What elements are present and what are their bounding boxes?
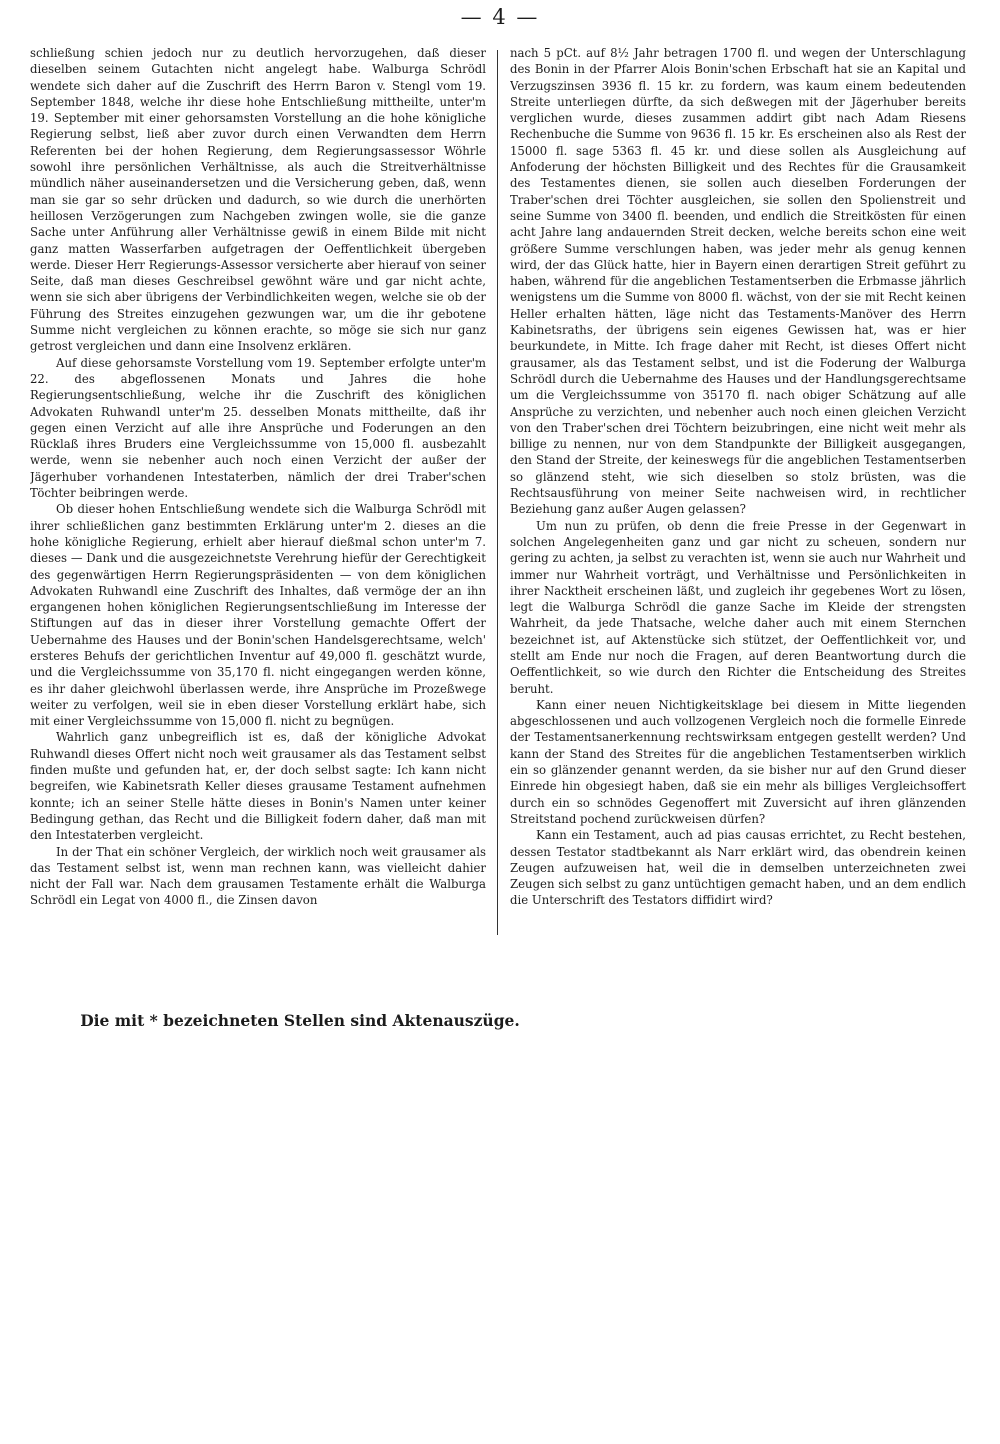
left-column bbox=[30, 45, 486, 945]
right-paragraph-2: Um nun zu prüfen, ob denn die freie Presse in der Gegenwart in solchen Angelegenheiten ganz und gar nicht zu scheuen, sondern nur gering zu achten, ja selbst zu verachten ist, wenn sie auch nur Wahrheit und immer nur Wahrheit vorträgt, und Verhältnisse und Persönlichkeiten in ihrer Nacktheit erscheinen läßt, und zugleich ihr gegebenes Wort zu lösen, legt die Walburga Schrödl die ganze Sache im Kleide der strengsten Wahrheit, da jede Thatsache, welche daher auch mit einem Sternchen bezeichnet ist, auf Aktenstücke sich stützet, der Oeffentlichkeit vor, und stellt am Ende nur noch die Fragen, auf deren Beantwortung durch die Oeffentlichkeit, so wie durch den Richter die Entscheidung des Streites beruht. bbox=[510, 518, 966, 696]
right-paragraph-4: Kann ein Testament, auch ad pias causas errichtet, zu Recht bestehen, dessen Testator stadtbekannt als Narr erklärt wird, das obendrein keinen Zeugen aufzuweisen hat, weil die in demselben unterzeichneten zwei Zeugen sich selbst zu ganz untüchtigen gemacht haben, und an dem endlich die Unterschrift des Testators diffidirt wird? bbox=[510, 828, 966, 908]
right-column bbox=[510, 45, 966, 945]
right-paragraph-3: Kann einer neuen Nichtigkeitsklage bei diesem in Mitte liegenden abgeschlossenen und auch vollzogenen Vergleich noch die formelle Einrede der Testamentsanerkennung rechtswirksam entgegen gestellt werden? Und kann der Stand des Streites für die angeblichen Testamentserben wirklich ein so glänzender genannt werden, da sie bisher nur auf den Grund dieser Einrede hin obgesiegt haben, daß sie ein mehr als billiges Vergleichsoffert durch ein so schnödes Gegenoffert mit Zuversicht auf ihren glänzenden Streitstand pochend zurückweisen dürfen? bbox=[510, 697, 966, 826]
left-paragraph-2: Auf diese gehorsamste Vorstellung vom 19. September erfolgte unter'm 22. des abgeflossenen Monats und Jahres die hohe Regierungsentschließung, welche ihr die Zuschrift des königlichen Advokaten Ruhwandl unter'm 25. desselben Monats mittheilte, daß ihr gegen einen Verzicht auf alle ihre Ansprüche und Foderungen an den Rücklaß ihres Bruders eine Vergleichssumme von 15,000 fl. ausbezahlt werde, wenn sie nebenher auch noch einen Verzicht der außer der Jägerhuber vorhandenen Intestaterben, nämlich der drei Traber'schen Töchter beibringen werde. bbox=[30, 355, 486, 501]
left-paragraph-1: schließung schien jedoch nur zu deutlich hervorzugehen, daß dieser dieselben seinem Gutachten nicht angelegt habe. Walburga Schrödl wendete sich daher auf die Zuschrift des Herrn Baron v. Stengl vom 19. September 1848, welche ihr diese hohe Entschließung mittheilte, unter'm 19. September mit einer gehorsamsten Vorstellung an die hohe königliche Regierung selbst, ließ aber zuvor durch einen Verwandten dem Herrn Referenten bei der hohen Regierung, dem Regierungsassessor Wöhrle sowohl ihre persönlichen Verhältnisse, als auch die Streitverhältnisse mündlich näher auseinandersetzen und die Versicherung geben, daß, wenn man sie gar so sehr drücken und dadurch, so wie durch die unerhörten heillosen Verzögerungen zum Nachgeben zwingen wolle, sie die ganze Sache unter Anführung aller Verhältnisse gewiß in einem Bilde mit nicht ganz matten Wasserfarben aufgetragen der Oeffentlichkeit übergeben werde. Dieser Herr Regierungs-Assessor versicherte aber hierauf von seiner Seite, daß man dieses Geschreibsel gewöhnt wäre und gar nicht achte, wenn sie sich aber übrigens der Verbindlichkeiten wegen, welche sie ob der Führung des Streites einzugehen gezwungen war, um die ihr gebotene Summe nicht vergleichen zu können erachte, so möge sie sich nur ganz getrost vergleichen und dann eine Insolvenz erklären. bbox=[30, 46, 486, 354]
column-divider bbox=[497, 50, 498, 935]
footnote: Die mit * bezeichneten Stellen sind Aktenauszüge. bbox=[80, 1011, 520, 1030]
left-paragraph-5: In der That ein schöner Vergleich, der wirklich noch weit grausamer als das Testament selbst ist, wenn man rechnen kann, was vielleicht dahier nicht der Fall war. Nach dem grausamen Testamente erhält die Walburga Schrödl ein Legat von 4000 fl., die Zinsen davon bbox=[30, 844, 486, 908]
page-number: — 4 — bbox=[460, 5, 540, 29]
right-paragraph-1: nach 5 pCt. auf 8½ Jahr betragen 1700 fl. und wegen der Unterschlagung des Bonin in der Pfarrer Alois Bonin'schen Erbschaft hat sie an Kapital und Verzugszinsen 3936 fl. 15 kr. zu fordern, was kaum einem bedeutenden Streite unterliegen dürfte, da sich deßwegen mit der Jägerhuber bereits verglichen wurde, dieses zusammen addirt gibt nach Adam Riesens Rechenbuche die Summe von 9636 fl. 15 kr. Es erscheinen also als Rest der 15000 fl. sage 5363 fl. 45 kr. und diese sollen als Ausgleichung auf Anfoderung der höchsten Billigkeit und des Rechtes für die Grausamkeit des Testamentes dienen, sie sollen auch dieselben Forderungen der Traber'schen drei Töchter ausgleichen, sie sollen den Spolienstreit und seine Summe von 3400 fl. beenden, und endlich die Streitkösten für einen acht Jahre lang andauernden Streit decken, welche bereits schon eine weit größere Summe verschlungen haben, was jeder mehr als genug kennen wird, der das Glück hatte, hier in Bayern einen derartigen Streit geführt zu haben, während für die angeblichen Testamentserben die Erbmasse jährlich wenigstens um die Summe von 8000 fl. wächst, von der sie mit Recht keinen Heller erhalten hätten, läge nicht das Testaments-Manöver des Herrn Kabinetsraths, der übrigens sein eigenes Gewissen hat, was er hier beurkundete, in Mitte. Ich frage daher mit Recht, ist dieses Offert nicht grausamer, als das Testament selbst, und ist die Foderung der Walburga Schrödl durch die Uebernahme des Hauses und der Handlungsgerechtsame um die Vergleichssumme von 35170 fl. nach obiger Schätzung auf alle Ansprüche zu verzichten, und nebenher auch noch einen gleichen Verzicht von den Traber'schen drei Töchtern beizubringen, eine nicht weit mehr als billige zu nennen, nur von dem Standpunkte der Billigkeit ausgegangen, den Stand der Streite, der keineswegs für die angeblichen Testamentserben so glänzend steht, wie sich dieselben so stolz brüsten, was die Rechtsausführung von meiner Seite nachweisen wird, in rechtlicher Beziehung ganz außer Augen gelassen? bbox=[510, 46, 966, 517]
left-paragraph-3: Ob dieser hohen Entschließung wendete sich die Walburga Schrödl mit ihrer schließlichen ganz bestimmten Erklärung unter'm 2. dieses an die hohe königliche Regierung, erhielt aber hierauf dießmal schon unter'm 7. dieses — Dank und die ausgezeichnetste Verehrung hiefür der Gerechtigkeit des gegenwärtigen Herrn Regierungspräsidenten — von dem königlichen Advokaten Ruhwandl eine Zuschrift des Inhaltes, daß vermöge der an ihn ergangenen hohen königlichen Regierungsentschließung im Interesse der Stiftungen auf das in dieser ihrer Vorstellung gemachte Offert der Uebernahme des Hauses und der Bonin'schen Handelsgerechtsame, welch' ersteres Behufs der gerichtlichen Inventur auf 49,000 fl. geschätzt wurde, und die Vergleichssumme von 35,170 fl. nicht eingegangen werden könne, es ihr daher gleichwohl überlassen werde, ihre Ansprüche im Prozeßwege weiter zu verfolgen, weil sie in eben dieser Vorstellung erklärt habe, sich mit einer Vergleichssumme von 15,000 fl. nicht zu begnügen. bbox=[30, 502, 486, 729]
left-paragraph-4: Wahrlich ganz unbegreiflich ist es, daß der königliche Advokat Ruhwandl dieses Offert nicht noch weit grausamer als das Testament selbst finden mußte und gefunden hat, er, der doch selbst sagte: Ich kann nicht begreifen, wie Kabinetsrath Keller dieses grausame Testament aufnehmen konnte; ich an seiner Stelle hätte dieses in Bonin's Namen unter keiner Bedingung gethan, das Recht und die Billigkeit fodern daher, daß man mit den Intestaterben vergleicht. bbox=[30, 730, 486, 843]
